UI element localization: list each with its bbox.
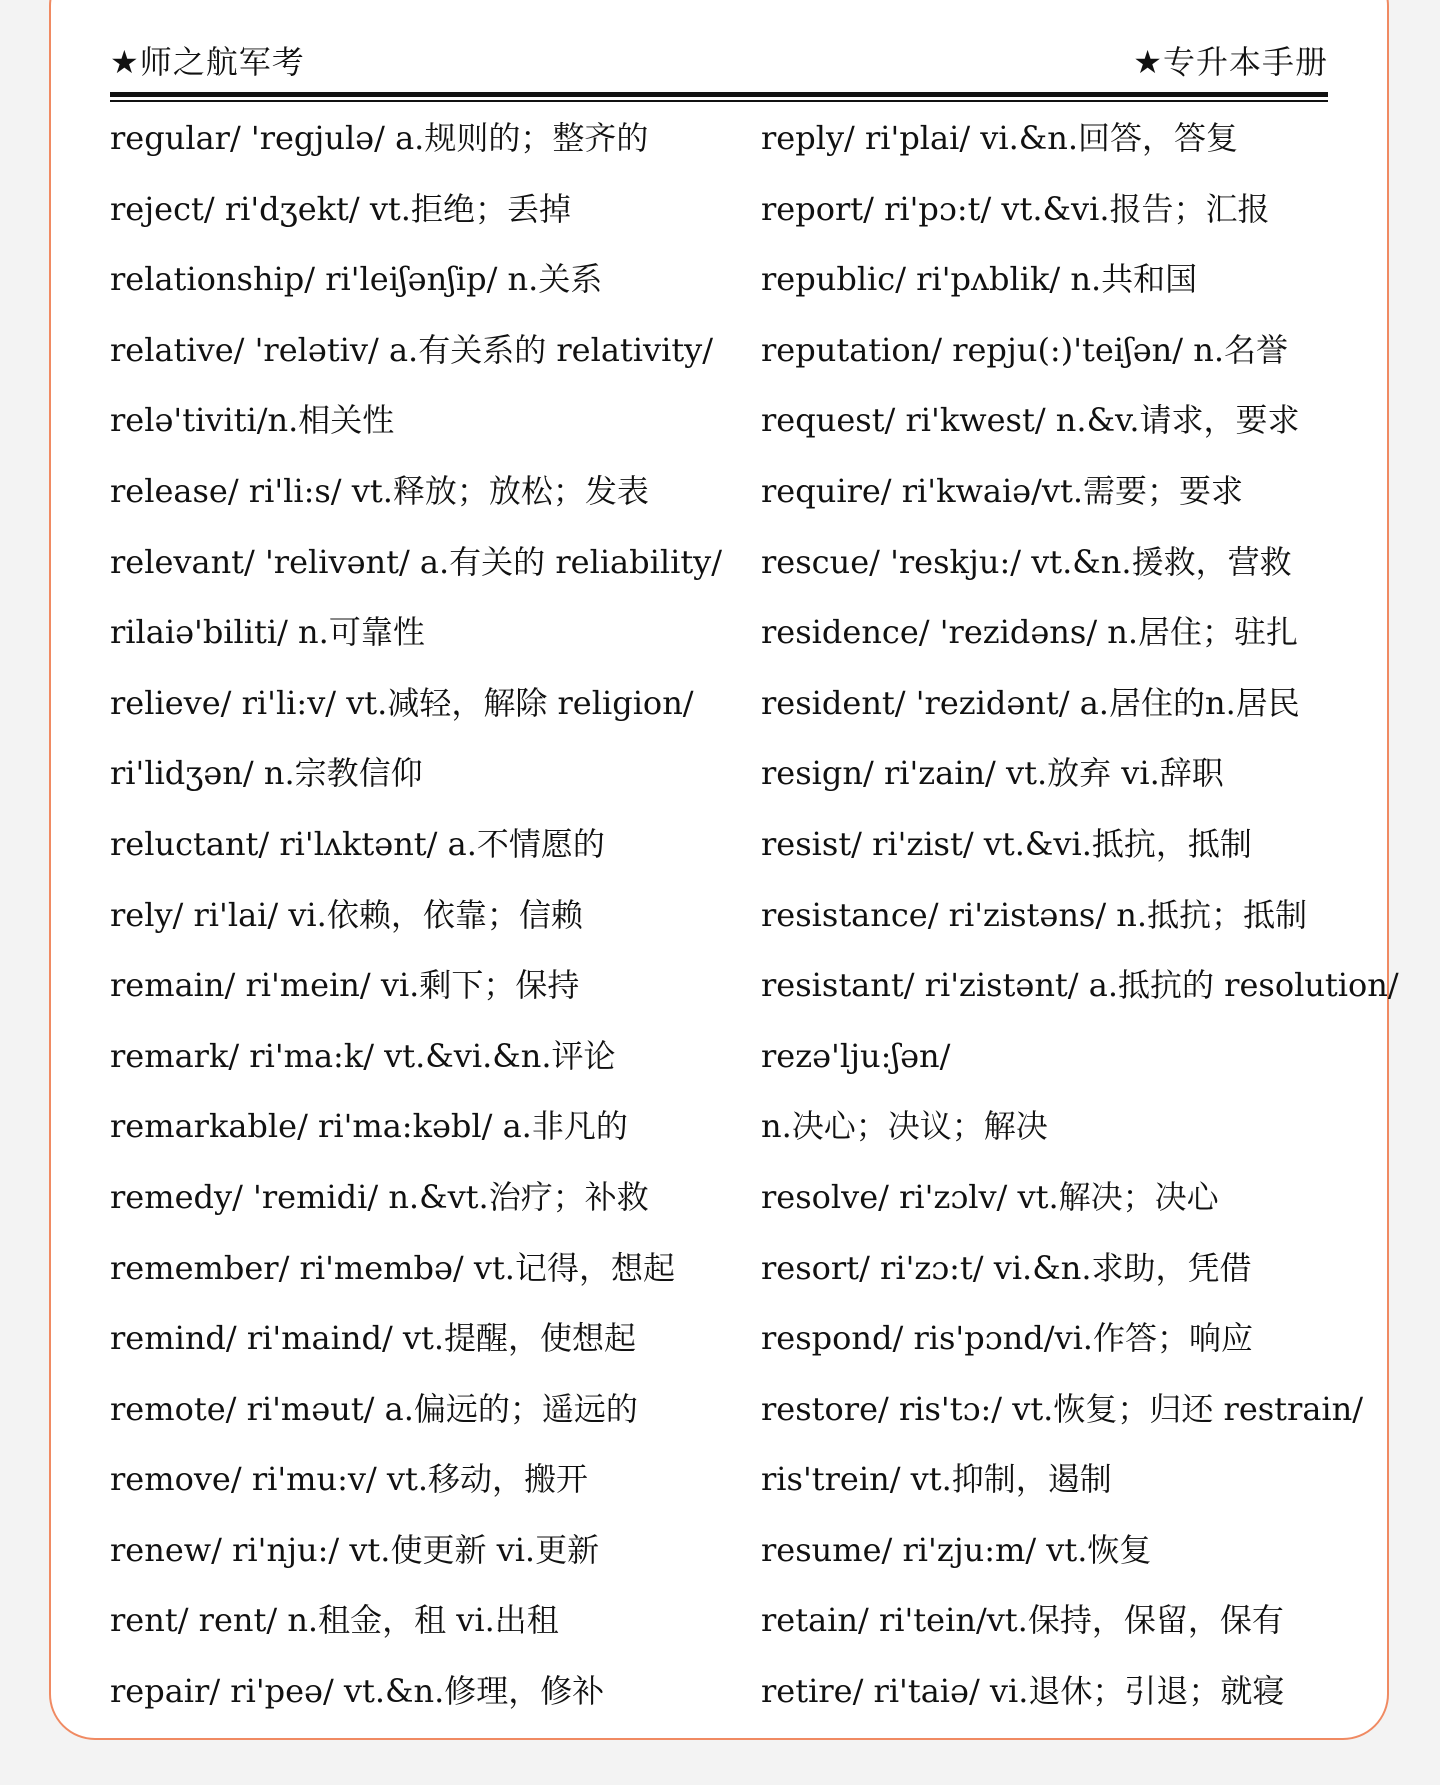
vocab-entry: rilaiə'biliti/ n.可靠性 [110,613,425,652]
vocab-entry: republic/ ri'pʌblik/ n.共和国 [761,260,1198,299]
vocab-entry: relationship/ ri'leiʃənʃip/ n.关系 [110,260,603,299]
vocab-entry: rent/ rent/ n.租金，租 vi.出租 [110,1601,559,1640]
vocab-entry: remain/ ri'mein/ vi.剩下；保持 [110,966,580,1005]
vocab-entry: relative/ 'relətiv/ a.有关系的 relativity/ [110,330,714,369]
vocab-entry: rescue/ 'reskju:/ vt.&n.援救，营救 [761,542,1292,581]
vocab-entry: reputation/ repju(:)'teiʃən/ n.名誉 [761,330,1288,369]
vocab-entry: reject/ ri'dʒekt/ vt.拒绝；丢掉 [110,189,571,228]
vocab-column-right [761,103,1399,1727]
vocab-entry: resistance/ ri'zistəns/ n.抵抗；抵制 [761,895,1308,934]
vocab-entry: remote/ ri'məut/ a.偏远的；遥远的 [110,1389,638,1428]
header-right-title: ★专升本手册 [1133,43,1328,81]
vocab-entry: ris'trein/ vt.抑制，遏制 [761,1460,1112,1499]
header-left-title: ★师之航军考 [110,43,305,81]
vocab-entry: resistant/ ri'zistənt/ a.抵抗的 resolution/ [761,966,1399,1005]
vocab-entry: resign/ ri'zain/ vt.放弃 vi.辞职 [761,754,1224,793]
vocab-entry: remove/ ri'mu:v/ vt.移动，搬开 [110,1460,589,1499]
vocab-entry: remedy/ 'remidi/ n.&vt.治疗；补救 [110,1177,649,1216]
header-rule-thick [110,92,1328,97]
vocab-entry: remarkable/ ri'ma:kəbl/ a.非凡的 [110,1107,628,1146]
vocab-entry: reply/ ri'plai/ vi.&n.回答，答复 [761,119,1239,157]
vocab-entry: relə'tiviti/n.相关性 [110,401,395,440]
vocab-entry: repair/ ri'peə/ vt.&n.修理，修补 [110,1672,605,1711]
vocab-entry: request/ ri'kwest/ n.&v.请求，要求 [761,401,1300,440]
header-rule-thin [110,100,1328,102]
vocab-entry: release/ ri'li:s/ vt.释放；放松；发表 [110,471,649,510]
vocab-entry: rezə'lju:ʃən/ [761,1036,951,1075]
vocab-entry: remark/ ri'ma:k/ vt.&vi.&n.评论 [110,1036,616,1075]
vocab-entry: rely/ ri'lai/ vi.依赖，依靠；信赖 [110,895,583,934]
vocab-entry: ri'lidʒən/ n.宗教信仰 [110,754,423,793]
vocab-entry: require/ ri'kwaiə/vt.需要；要求 [761,471,1244,510]
vocab-entry: reluctant/ ri'lʌktənt/ a.不情愿的 [110,824,605,863]
vocab-entry: renew/ ri'nju:/ vt.使更新 vi.更新 [110,1530,600,1569]
vocab-entry: n.决心；决议；解决 [761,1107,1048,1146]
vocab-column-left [110,103,723,1727]
vocab-entry: remind/ ri'maind/ vt.提醒，使想起 [110,1319,637,1358]
vocab-entry: retire/ ri'taiə/ vi.退休；引退；就寝 [761,1672,1285,1711]
vocab-entry: relieve/ ri'li:v/ vt.减轻，解除 religion/ [110,683,694,722]
vocab-entry: resist/ ri'zist/ vt.&vi.抵抗，抵制 [761,824,1252,863]
vocab-entry: regular/ 'regjulə/ a.规则的；整齐的 [110,119,649,157]
vocab-entry: resume/ ri'zju:m/ vt.恢复 [761,1530,1152,1569]
vocab-entry: restore/ ris'tɔ:/ vt.恢复；归还 restrain/ [761,1389,1364,1428]
vocab-entry: relevant/ 'relivənt/ a.有关的 reliability/ [110,542,723,581]
vocab-entry: resident/ 'rezidənt/ a.居住的n.居民 [761,683,1300,722]
vocab-entry: resort/ ri'zɔ:t/ vi.&n.求助，凭借 [761,1248,1252,1287]
vocab-entry: remember/ ri'membə/ vt.记得，想起 [110,1248,675,1287]
vocab-entry: respond/ ris'pɔnd/vi.作答；响应 [761,1319,1253,1358]
page-header [110,40,1328,84]
vocab-entry: residence/ 'rezidəns/ n.居住；驻扎 [761,613,1299,652]
vocab-entry: report/ ri'pɔ:t/ vt.&vi.报告；汇报 [761,189,1270,228]
vocab-entry: resolve/ ri'zɔlv/ vt.解决；决心 [761,1177,1219,1216]
vocab-entry: retain/ ri'tein/vt.保持，保留，保有 [761,1601,1284,1640]
